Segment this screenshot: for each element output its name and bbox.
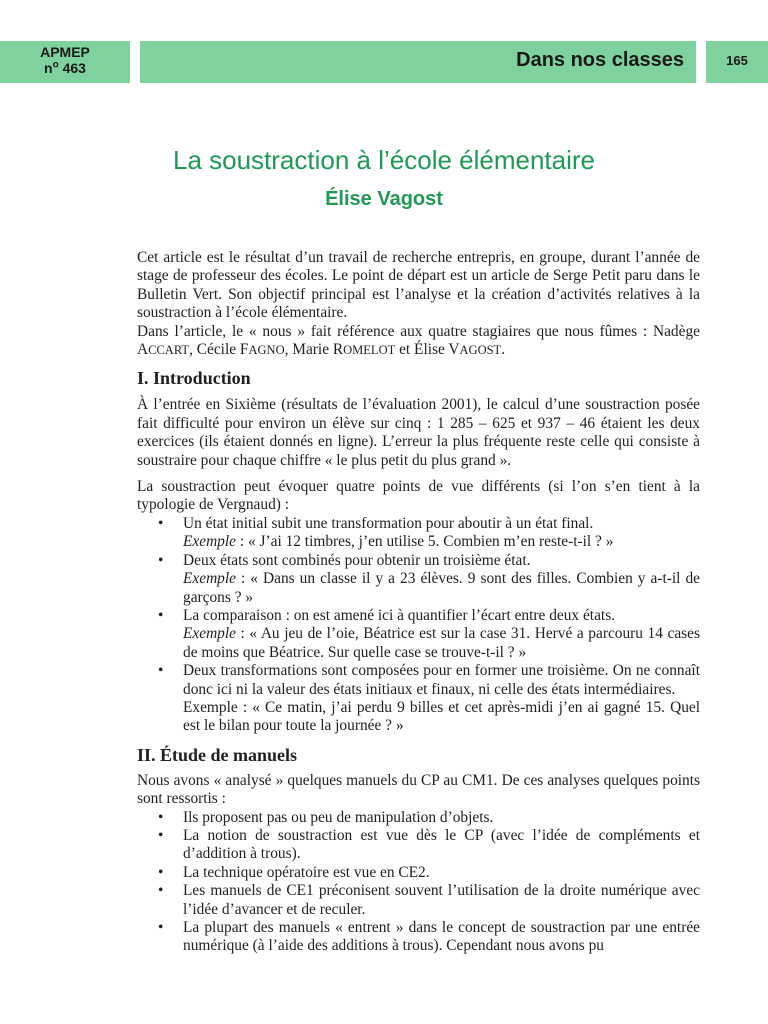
list-item: • La notion de soustraction est vue dès le CP (avec l’idée de compléments et d’addition à trous).	[158, 826, 700, 863]
issue-value: 463	[62, 60, 86, 76]
article-title: La soustraction à l’école élémentaire	[172, 145, 596, 175]
issue-number	[0, 60, 130, 76]
intro-p2-text: Dans l’article, le « nous » fait référence aux quatre stagiaires que nous fûmes : Nadège	[137, 322, 700, 340]
bullet-icon: •	[158, 551, 164, 569]
bullet-icon: •	[158, 606, 164, 624]
article-body	[137, 249, 700, 956]
bullet-icon: •	[158, 919, 164, 936]
author-name-3: ROMELOT	[332, 341, 396, 359]
list-item: • Les manuels de CE1 préconisent souvent l’utilisation de la droite numérique avec l’idée d’avancer et de reculer.	[158, 882, 700, 918]
bullet-icon: •	[158, 662, 164, 680]
journal-badge	[0, 41, 130, 83]
author-name-1: ACCART	[137, 341, 190, 359]
list-item: • Deux transformations sont composées pour en former une troisième. On ne connaît donc ici ni la valeur des états initiaux et finaux, ni celle des états intermédiaires. Exemple : « Ce matin, j’ai perdu 9 billes et cet après-midi j’en ai gagné 15. Quel est le bilan pour toute la journée ? »	[158, 662, 700, 735]
page-number: 165	[726, 53, 748, 68]
list-item: • Un état initial subit une transformation pour aboutir à un état final. Exemple : « J’ai 12 timbres, j’en utilise 5. Combien m’en reste-t-il ? »	[158, 514, 614, 551]
section-banner	[140, 41, 696, 83]
bullet-icon: •	[158, 826, 164, 844]
issue-prefix: n	[44, 60, 53, 76]
journal-name: APMEP	[40, 44, 90, 60]
intro-paragraph-2: Dans l’article, le « nous » fait référence aux quatre stagiaires que nous fûmes : Nadège ACCART, Cécile FAGNO, Marie ROMELOT et Élise VAGOST.	[137, 322, 700, 359]
list-item: • Deux états sont combinés pour obtenir un troisième état. Exemple : « Dans un classe il y a 23 élèves. 9 sont des filles. Combien y a-t-il de garçons ? »	[158, 551, 700, 606]
list-item: • La technique opératoire est vue en CE2.	[158, 863, 430, 881]
page-number-box	[706, 41, 768, 83]
viewpoints-list	[137, 515, 700, 736]
list-item: • Ils proposent pas ou peu de manipulation d’objets.	[158, 808, 494, 826]
issue-sup: o	[52, 59, 59, 71]
list-item: • La plupart des manuels « entrent » dans le concept de soustraction par une entrée numérique (à l’aide des additions à trous). Cependant nous avons pu	[158, 919, 700, 955]
list-item: • La comparaison : on est amené ici à quantifier l’écart entre deux états. Exemple : « Au jeu de l’oie, Béatrice est sur la case 31. Hervé a parcouru 14 cases de moins que Béatrice. Sur quelle case se trouve-t-il ? »	[158, 606, 700, 661]
bullet-icon: •	[158, 882, 164, 900]
section-heading-etude-manuels: II. Étude de manuels	[137, 744, 298, 765]
section-heading-introduction: I. Introduction	[137, 368, 251, 389]
bullet-icon: •	[158, 808, 164, 826]
findings-list	[137, 809, 700, 956]
article-author: Élise Vagost	[325, 188, 443, 210]
section-title: Dans nos classes	[516, 49, 684, 71]
author-name-4: VAGOST	[448, 341, 502, 359]
bullet-icon: •	[158, 863, 164, 881]
intro-paragraph-1: Cet article est le résultat d’un travail de recherche entrepris, en groupe, durant l’année de stage de professeur des écoles. Le point de départ est un article de Serge Petit paru dans le Bulletin Vert. Son objectif principal est l’analyse et la création d’activités relatives à la soustraction à l’école élémentaire.	[137, 249, 700, 322]
section1-paragraph-1: À l’entrée en Sixième (résultats de l’évaluation 2001), le calcul d’une soustraction posée fait difficulté pour environ un élève sur cinq : 1 285 – 625 et 937 – 46 étaient les deux exercices (ils étaient donnés en ligne). L’erreur la plus fréquente reste celle qui consiste à soustraire pour chaque chiffre « le plus petit du plus grand ».	[137, 396, 700, 469]
bullet-icon: •	[158, 514, 164, 532]
section1-paragraph-2: La soustraction peut évoquer quatre points de vue différents (si l’on s’en tient à la typologie de Vergnaud) :	[137, 478, 700, 514]
section2-paragraph-1: Nous avons « analysé » quelques manuels du CP au CM1. De ces analyses quelques points sont ressortis :	[137, 771, 700, 808]
author-name-2: FAGNO	[239, 341, 285, 359]
